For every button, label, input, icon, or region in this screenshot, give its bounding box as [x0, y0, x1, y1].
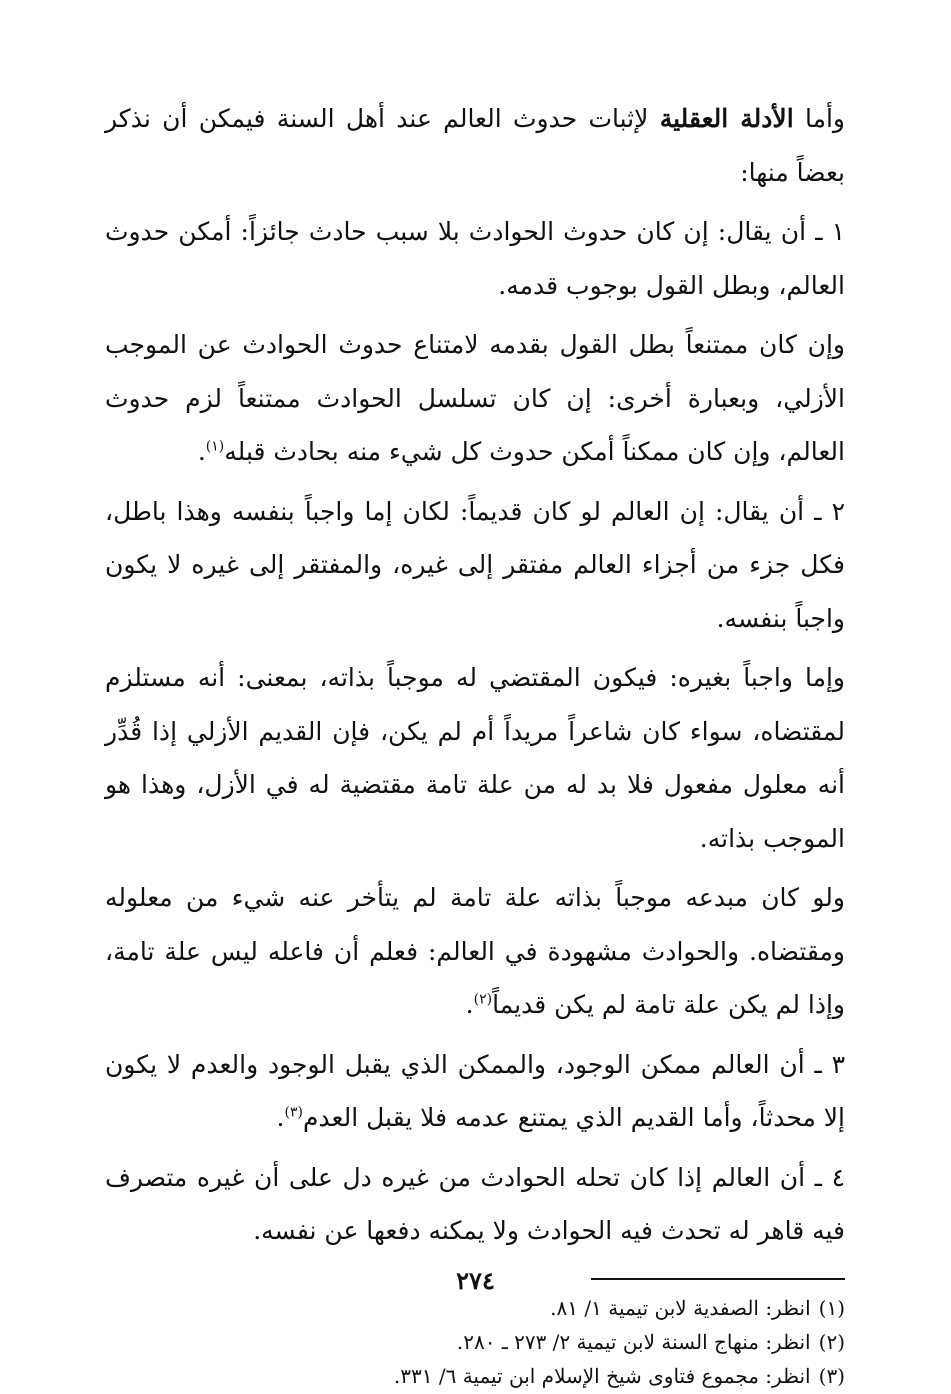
footnote-number: (٣)	[818, 1363, 845, 1388]
footnote-2	[105, 1326, 845, 1358]
footnotes-list	[105, 1292, 845, 1392]
footnote-ref-1[interactable]: (١)	[205, 438, 225, 455]
paragraph-text: ٣ ـ أن العالم ممكن الوجود، والممكن الذي يقبل الوجود والعدم لا يكون إلا محدثاً، وأما القديم الذي يمتنع عدمه فلا يقبل العدم	[105, 1049, 845, 1132]
footnote-3	[105, 1360, 845, 1392]
intro-post-text: لإثبات حدوث العالم عند أهل السنة فيمكن أن نذكر بعضاً منها:	[105, 104, 845, 187]
intro-bold-term: الأدلة العقلية	[659, 104, 794, 133]
page-number: ٢٧٤	[456, 1266, 495, 1295]
page-body	[105, 92, 845, 1394]
paragraph-end: .	[276, 1103, 285, 1132]
paragraph-end: .	[197, 437, 206, 466]
footnote-ref-2[interactable]: (٢)	[473, 991, 493, 1008]
paragraph-intro	[105, 92, 845, 199]
footnote-1	[105, 1292, 845, 1324]
paragraph-argument-1: ١ ـ أن يقال: إن كان حدوث الحوادث بلا سبب حادث جائزاً: أمكن حدوث العالم، وبطل القول بوجوب قدمه.	[105, 217, 845, 300]
footnote-number: (١)	[818, 1295, 845, 1320]
paragraph-end: .	[465, 990, 474, 1019]
footnote-number: (٢)	[818, 1329, 845, 1354]
paragraph-argument-2: ٢ ـ أن يقال: إن العالم لو كان قديماً: لكان إما واجباً بنفسه وهذا باطل، فكل جزء من أجزاء العالم مفتقر إلى غيره، والمفتقر إلى غيره لا يكون واجباً بنفسه.	[105, 496, 845, 633]
footnote-ref-3[interactable]: (٣)	[284, 1104, 303, 1121]
paragraph-argument-4: ٤ ـ أن العالم إذا كان تحله الحوادث من غيره دل على أن غيره متصرف فيه قاهر له تحدث فيه الحوادث ولا يمكنه دفعها عن نفسه.	[105, 1162, 845, 1245]
footnote-text: انظر: الصفدية لابن تيمية ١/ ٨١.	[550, 1295, 811, 1320]
paragraph-argument-2-continued: وإما واجباً بغيره: فيكون المقتضي له موجباً بذاته، بمعنى: أنه مستلزم لمقتضاه، سواء كان شاعراً مريداً أم لم يكن، فإن القديم الأزلي إذا قُدِّر أنه معلول مفعول فلا بد له من علة تامة مقتضية له في الأزل، وهذا هو الموجب بذاته.	[105, 663, 845, 853]
footnote-text: انظر: منهاج السنة لابن تيمية ٢/ ٢٧٣ ـ ٢٨٠.	[456, 1329, 811, 1354]
paragraph-text: ولو كان مبدعه موجباً بذاته علة تامة لم يتأخر عنه شيء من معلوله ومقتضاه. والحوادث مشهودة في العالم: فعلم أن فاعله ليس علة تامة، وإذا لم يكن علة تامة لم يكن قديماً	[105, 883, 845, 1019]
intro-pre-text: وأما	[793, 104, 845, 133]
paragraph-argument-3	[105, 1038, 845, 1145]
paragraph-text: وإن كان ممتنعاً بطل القول بقدمه لامتناع حدوث الحوادث عن الموجب الأزلي، وبعبارة أخرى: إن كان تسلسل الحوادث ممتنعاً لزم حدوث العالم، وإن كان ممكناً أمكن حدوث كل شيء منه بحادث قبله	[105, 330, 845, 466]
paragraph-argument-2-conclusion	[105, 871, 845, 1032]
paragraph-argument-1-continued	[105, 318, 845, 479]
footnote-text: انظر: مجموع فتاوى شيخ الإسلام ابن تيمية ٦/ ٣٣١.	[393, 1363, 811, 1388]
